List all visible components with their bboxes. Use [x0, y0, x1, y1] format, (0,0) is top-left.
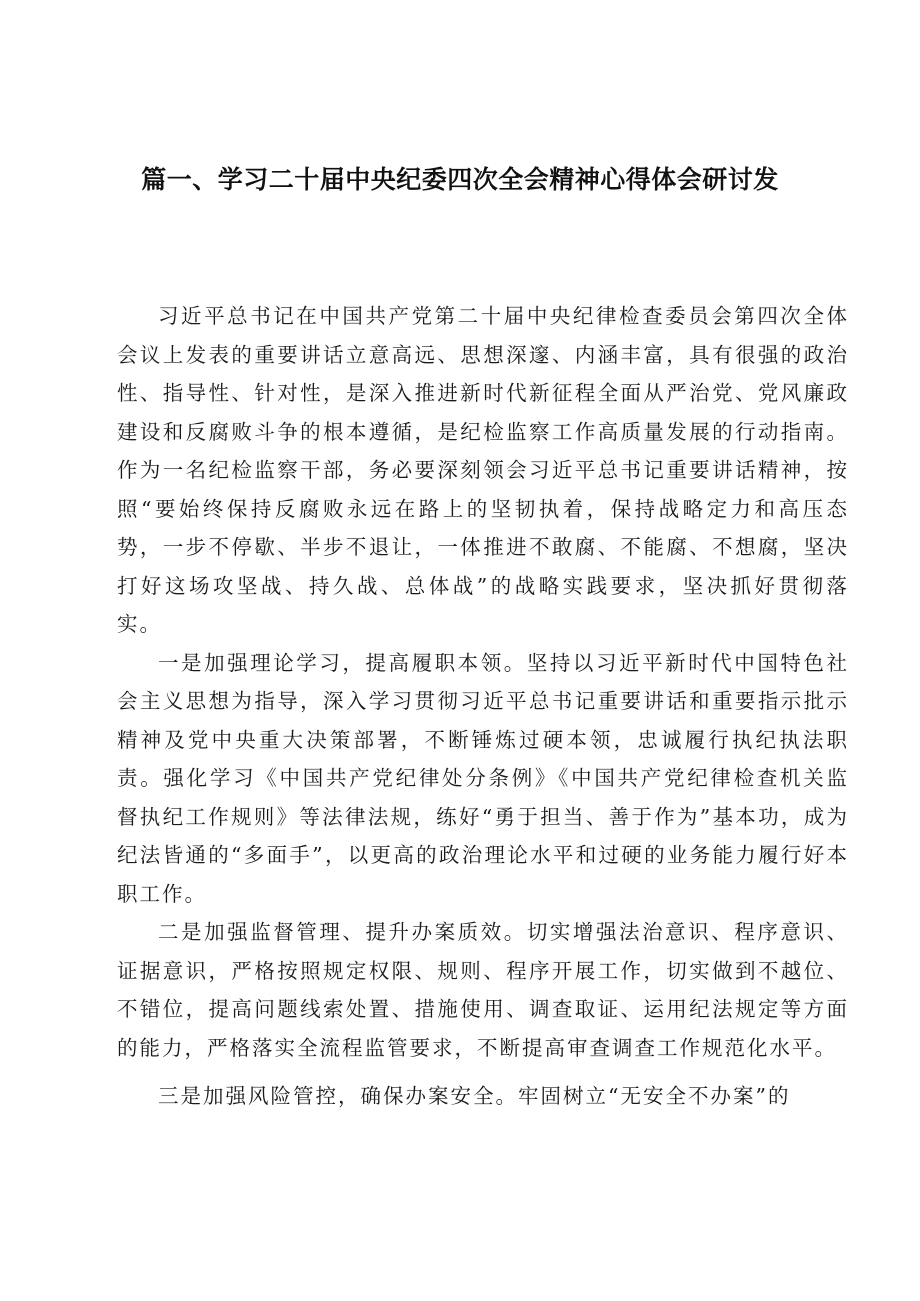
paragraph-theory-study: 一是加强理论学习，提高履职本领。坚持以习近平新时代中国特色社会主义思想为指导，深入学习贯彻习近平总书记重要讲话和重要指示批示精神及党中央重大决策部署，不断锤炼过硬本领，忠诚履行执纪执法职责。强化学习《中国共产党纪律处分条例》《中国共产党纪律检查机关监督执纪工作规则》等法律法规，练好“勇于担当、善于作为”基本功，成为纪法皆通的“多面手”，以更高的政治理论水平和过硬的业务能力履行好本职工作。: [117, 650, 849, 906]
paragraph-risk-control: 三是加强风险管控，确保办案安全。牢固树立“无安全不办案”的: [158, 1084, 791, 1108]
paragraph-intro: 习近平总书记在中国共产党第二十届中央纪律检查委员会第四次全体会议上发表的重要讲话立意高远、思想深邃、内涵丰富，具有很强的政治性、指导性、针对性，是深入推进新时代新征程全面从严治党、党风廉政建设和反腐败斗争的根本遵循，是纪检监察工作高质量发展的行动指南。作为一名纪检监察干部，务必要深刻领会习近平总书记重要讲话精神，按照“要始终保持反腐败永远在路上的坚韧执着，保持战略定力和高压态势，一步不停歇、半步不退让，一体推进不敢腐、不能腐、不想腐，坚决打好这场攻坚战、持久战、总体战”的战略实践要求，坚决抓好贯彻落实。: [117, 304, 849, 636]
document-title: 篇一、学习二十届中央纪委四次全会精神心得体会研讨发: [141, 165, 779, 194]
document-body: [117, 297, 849, 1116]
paragraph-supervision: 二是加强监督管理、提升办案质效。切实增强法治意识、程序意识、证据意识，严格按照规定权限、规则、程序开展工作，切实做到不越位、不错位，提高问题线索处置、措施使用、调查取证、运用纪法规定等方面的能力，严格落实全流程监管要求，不断提高审查调查工作规范化水平。: [117, 920, 849, 1060]
